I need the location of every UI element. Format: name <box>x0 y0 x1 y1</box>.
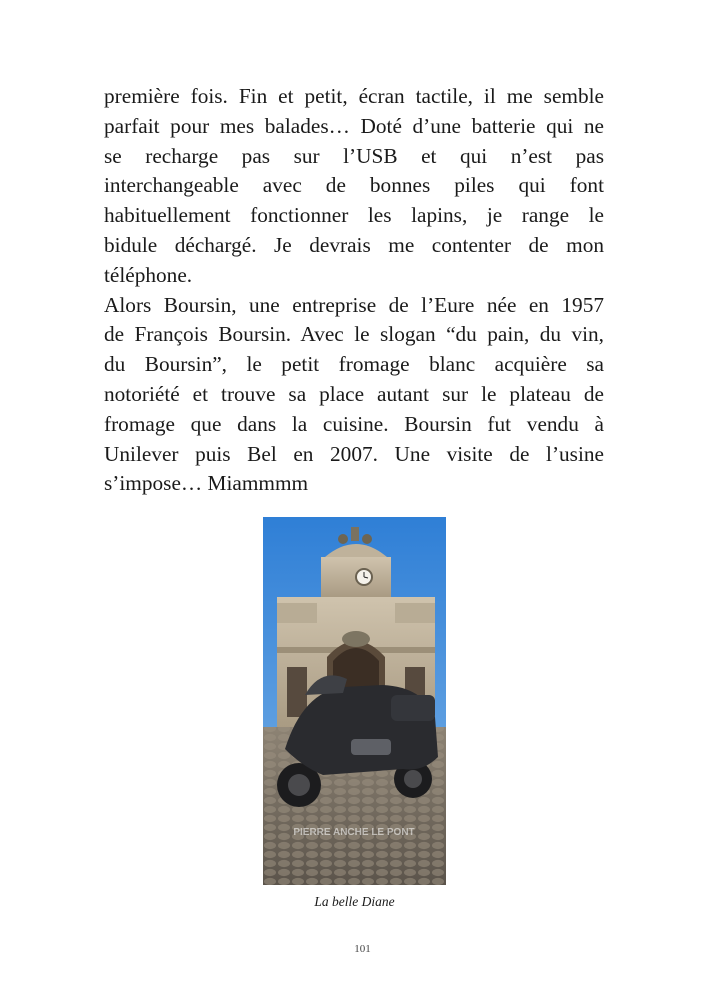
page-number: 101 <box>354 943 371 955</box>
photo-watermark: PIERRE ANCHE LE PONT <box>293 827 415 838</box>
text-line: de François Boursin. Avec le slogan “du pain, du vin, <box>104 322 604 347</box>
text-line: parfait pour mes balades… Doté d’une batterie qui ne <box>104 113 604 138</box>
text-line: première fois. Fin et petit, écran tactile, il me semble <box>104 84 604 108</box>
text-line: interchangeable avec de bonnes piles qui font <box>104 173 604 198</box>
text-line: se recharge pas sur l’USB et qui n’est pas <box>104 143 604 168</box>
figure-caption: La belle Diane <box>314 894 395 909</box>
text-line: notoriété et trouve sa place autant sur le plateau de <box>104 381 604 406</box>
text-line: fromage que dans la cuisine. Boursin fut vendu à <box>104 411 604 436</box>
text-line: bidule déchargé. Je devrais me contenter de mon <box>104 232 604 257</box>
text-line: téléphone. <box>104 262 193 287</box>
motorcycle-photo <box>263 517 446 885</box>
text-line: Unilever puis Bel en 2007. Une visite de l’usine <box>104 441 604 466</box>
body-text <box>104 82 604 499</box>
text-line: du Boursin”, le petit fromage blanc acquière sa <box>104 352 604 377</box>
text-line: s’impose… Miammmm <box>104 471 309 496</box>
text-line: habituellement fonctionner les lapins, je range le <box>104 203 604 228</box>
text-line: Alors Boursin, une entreprise de l’Eure née en 1957 <box>104 292 604 317</box>
